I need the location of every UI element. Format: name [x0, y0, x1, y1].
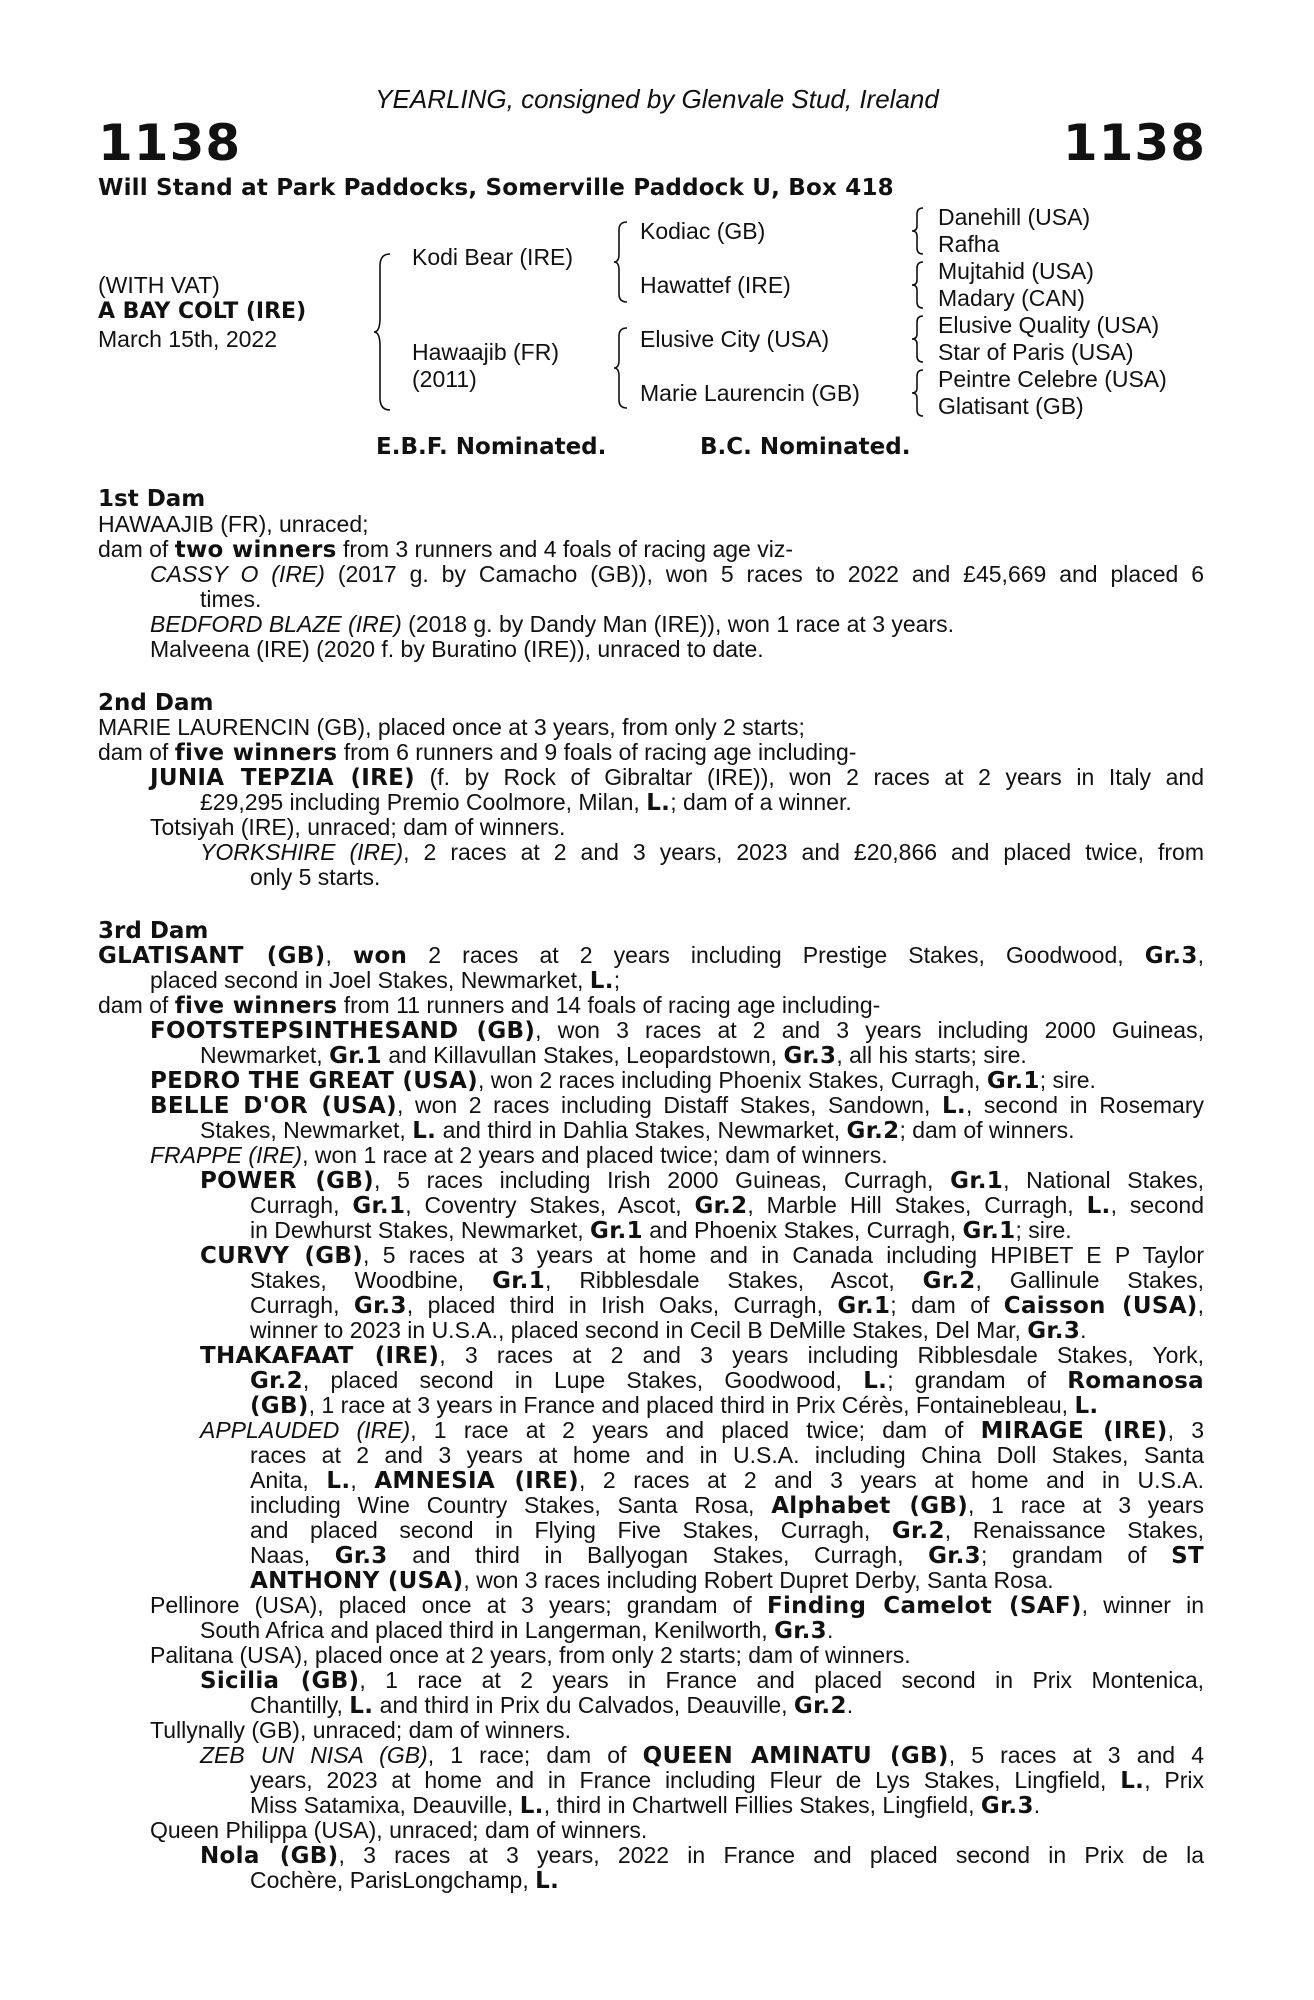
sire-dam-name: Hawattef (IRE) — [640, 272, 791, 298]
first-dam-line: Malveena (IRE) (2020 f. by Buratino (IRE)), unraced to date. — [150, 636, 764, 662]
vat-note: (WITH VAT) — [98, 272, 220, 298]
third-dam-line: Newmarket, Gr.1 and Killavullan Stakes, Leopardstown, Gr.3, all his starts; sire. — [200, 1042, 1027, 1069]
third-dam-line: Sicilia (GB), 1 race at 2 years in France and placed second in Prix Montenica, — [200, 1667, 1204, 1694]
third-dam-line: including Wine Country Stakes, Santa Rosa, Alphabet (GB), 1 race at 3 years — [250, 1492, 1204, 1519]
dam-year: (2011) — [412, 366, 477, 392]
third-dam-line: Queen Philippa (USA), unraced; dam of winners. — [150, 1817, 648, 1843]
third-dam-line: PEDRO THE GREAT (USA), won 2 races including Phoenix Stakes, Curragh, Gr.1; sire. — [150, 1067, 1096, 1094]
foaling-date: March 15th, 2022 — [98, 326, 278, 352]
first-dam-heading: 1st Dam — [98, 486, 206, 512]
ebf-nominated: E.B.F. Nominated. — [376, 434, 607, 460]
dam-name: Hawaajib (FR) — [412, 339, 559, 365]
second-dam-line: MARIE LAURENCIN (GB), placed once at 3 years, from only 2 starts; — [98, 714, 805, 740]
third-dam-line: Anita, L., AMNESIA (IRE), 2 races at 2 and 3 years at home and in U.S.A. — [250, 1467, 1204, 1494]
pedigree-brace-g2 — [910, 260, 926, 310]
first-dam-line: BEDFORD BLAZE (IRE) (2018 g. by Dandy Man (IRE)), won 1 race at 3 years. — [150, 611, 955, 637]
third-dam-line: POWER (GB), 5 races including Irish 2000 Guineas, Curragh, Gr.1, National Stakes, — [200, 1167, 1204, 1194]
second-dam-line: £29,295 including Premio Coolmore, Milan, L.; dam of a winner. — [200, 789, 852, 816]
third-dam-line: Curragh, Gr.3, placed third in Irish Oaks, Curragh, Gr.1; dam of Caisson (USA), — [250, 1292, 1205, 1319]
pedigree-brace-dam — [612, 326, 630, 410]
third-dam-line: Nola (GB), 3 races at 3 years, 2022 in France and placed second in Prix de la — [200, 1842, 1204, 1869]
pedigree-g3-7: Peintre Celebre (USA) — [938, 366, 1167, 392]
consignor-subtitle: YEARLING, consigned by Glenvale Stud, Ireland — [375, 84, 939, 114]
pedigree-brace-main — [372, 252, 394, 412]
third-dam-line: Stakes, Newmarket, L. and third in Dahlia Stakes, Newmarket, Gr.2; dam of winners. — [200, 1117, 1075, 1144]
third-dam-line: ANTHONY (USA), won 3 races including Robert Dupret Derby, Santa Rosa. — [250, 1567, 1054, 1594]
third-dam-line: Gr.2, placed second in Lupe Stakes, Goodwood, L.; grandam of Romanosa — [250, 1367, 1204, 1394]
third-dam-line: Tullynally (GB), unraced; dam of winners. — [150, 1717, 571, 1743]
second-dam-line: YORKSHIRE (IRE), 2 races at 2 and 3 years, 2023 and £20,866 and placed twice, from — [200, 839, 1204, 865]
third-dam-line: (GB), 1 race at 3 years in France and placed third in Prix Cérès, Fontainebleau, L. — [250, 1392, 1099, 1419]
third-dam-line: THAKAFAAT (IRE), 3 races at 2 and 3 years including Ribblesdale Stakes, York, — [200, 1342, 1204, 1369]
dam-dam-name: Marie Laurencin (GB) — [640, 380, 860, 406]
third-dam-line: ZEB UN NISA (GB), 1 race; dam of QUEEN AMINATU (GB), 5 races at 3 and 4 — [200, 1742, 1205, 1769]
second-dam-heading: 2nd Dam — [98, 690, 214, 716]
second-dam-line: JUNIA TEPZIA (IRE) (f. by Rock of Gibraltar (IRE)), won 2 races at 2 years in Italy and — [150, 764, 1204, 791]
bc-nominated: B.C. Nominated. — [700, 434, 911, 460]
third-dam-line: Chantilly, L. and third in Prix du Calvados, Deauville, Gr.2. — [250, 1692, 854, 1719]
third-dam-line: Curragh, Gr.1, Coventry Stakes, Ascot, Gr.2, Marble Hill Stakes, Curragh, L., second — [250, 1192, 1204, 1219]
standing-location: Will Stand at Park Paddocks, Somerville Paddock U, Box 418 — [98, 175, 894, 201]
third-dam-line: Cochère, ParisLongchamp, L. — [250, 1867, 560, 1894]
pedigree-g3-4: Madary (CAN) — [938, 285, 1085, 311]
third-dam-line: placed second in Joel Stakes, Newmarket, L.; — [150, 967, 621, 994]
third-dam-line: races at 2 and 3 years at home and in U.S.A. including China Doll Stakes, Santa — [250, 1442, 1204, 1468]
sire-name: Kodi Bear (IRE) — [412, 244, 574, 270]
third-dam-line: in Dewhurst Stakes, Newmarket, Gr.1 and Phoenix Stakes, Curragh, Gr.1; sire. — [250, 1217, 1072, 1244]
second-dam-line: Totsiyah (IRE), unraced; dam of winners. — [150, 814, 566, 840]
pedigree-g3-6: Star of Paris (USA) — [938, 339, 1134, 365]
first-dam-line: dam of two winners from 3 runners and 4 foals of racing age viz- — [98, 536, 793, 563]
third-dam-line: years, 2023 at home and in France including Fleur de Lys Stakes, Lingfield, L., Prix — [250, 1767, 1204, 1794]
first-dam-line: HAWAAJIB (FR), unraced; — [98, 511, 369, 537]
third-dam-line: South Africa and placed third in Langerman, Kenilworth, Gr.3. — [200, 1617, 834, 1644]
third-dam-line: dam of five winners from 11 runners and 14 foals of racing age including- — [98, 992, 881, 1019]
third-dam-line: and placed second in Flying Five Stakes, Curragh, Gr.2, Renaissance Stakes, — [250, 1517, 1204, 1544]
third-dam-line: CURVY (GB), 5 races at 3 years at home and in Canada including HPIBET E P Taylor — [200, 1242, 1204, 1269]
pedigree-g3-1: Danehill (USA) — [938, 204, 1091, 230]
third-dam-line: Pellinore (USA), placed once at 3 years; grandam of Finding Camelot (SAF), winner in — [150, 1592, 1204, 1619]
pedigree-brace-sire — [612, 220, 630, 304]
horse-name: A BAY COLT (IRE) — [98, 299, 307, 324]
third-dam-line: APPLAUDED (IRE), 1 race at 2 years and placed twice; dam of MIRAGE (IRE), 3 — [200, 1417, 1204, 1444]
second-dam-line: dam of five winners from 6 runners and 9 foals of racing age including- — [98, 739, 857, 766]
first-dam-line: CASSY O (IRE) (2017 g. by Camacho (GB)), won 5 races to 2022 and £45,669 and placed 6 — [150, 561, 1204, 587]
third-dam-line: Naas, Gr.3 and third in Ballyogan Stakes, Curragh, Gr.3; grandam of ST — [250, 1542, 1204, 1569]
third-dam-line: winner to 2023 in U.S.A., placed second in Cecil B DeMille Stakes, Del Mar, Gr.3. — [250, 1317, 1087, 1344]
pedigree-g3-5: Elusive Quality (USA) — [938, 312, 1160, 338]
pedigree-brace-g1 — [910, 206, 926, 256]
sire-sire-name: Kodiac (GB) — [640, 218, 766, 244]
third-dam-line: Miss Satamixa, Deauville, L., third in Chartwell Fillies Stakes, Lingfield, Gr.3. — [250, 1792, 1041, 1819]
dam-sire-name: Elusive City (USA) — [640, 326, 830, 352]
third-dam-line: Stakes, Woodbine, Gr.1, Ribblesdale Stakes, Ascot, Gr.2, Gallinule Stakes, — [250, 1267, 1204, 1294]
third-dam-line: FOOTSTEPSINTHESAND (GB), won 3 races at 2 and 3 years including 2000 Guineas, — [150, 1017, 1204, 1044]
second-dam-line: only 5 starts. — [250, 864, 381, 890]
pedigree-brace-g4 — [910, 368, 926, 418]
third-dam-line: Palitana (USA), placed once at 2 years, from only 2 starts; dam of winners. — [150, 1642, 911, 1668]
third-dam-line: GLATISANT (GB), won 2 races at 2 years including Prestige Stakes, Goodwood, Gr.3, — [98, 942, 1205, 969]
pedigree-g3-8: Glatisant (GB) — [938, 393, 1084, 419]
pedigree-g3-2: Rafha — [938, 231, 1000, 257]
pedigree-brace-g3 — [910, 314, 926, 364]
third-dam-line: BELLE D'OR (USA), won 2 races including Distaff Stakes, Sandown, L., second in Rosemary — [150, 1092, 1204, 1119]
lot-number-left: 1138 — [98, 114, 242, 172]
third-dam-heading: 3rd Dam — [98, 918, 209, 944]
lot-number-right: 1138 — [1062, 114, 1206, 172]
first-dam-line: times. — [200, 586, 262, 612]
third-dam-line: FRAPPE (IRE), won 1 race at 2 years and placed twice; dam of winners. — [150, 1142, 888, 1168]
pedigree-g3-3: Mujtahid (USA) — [938, 258, 1094, 284]
